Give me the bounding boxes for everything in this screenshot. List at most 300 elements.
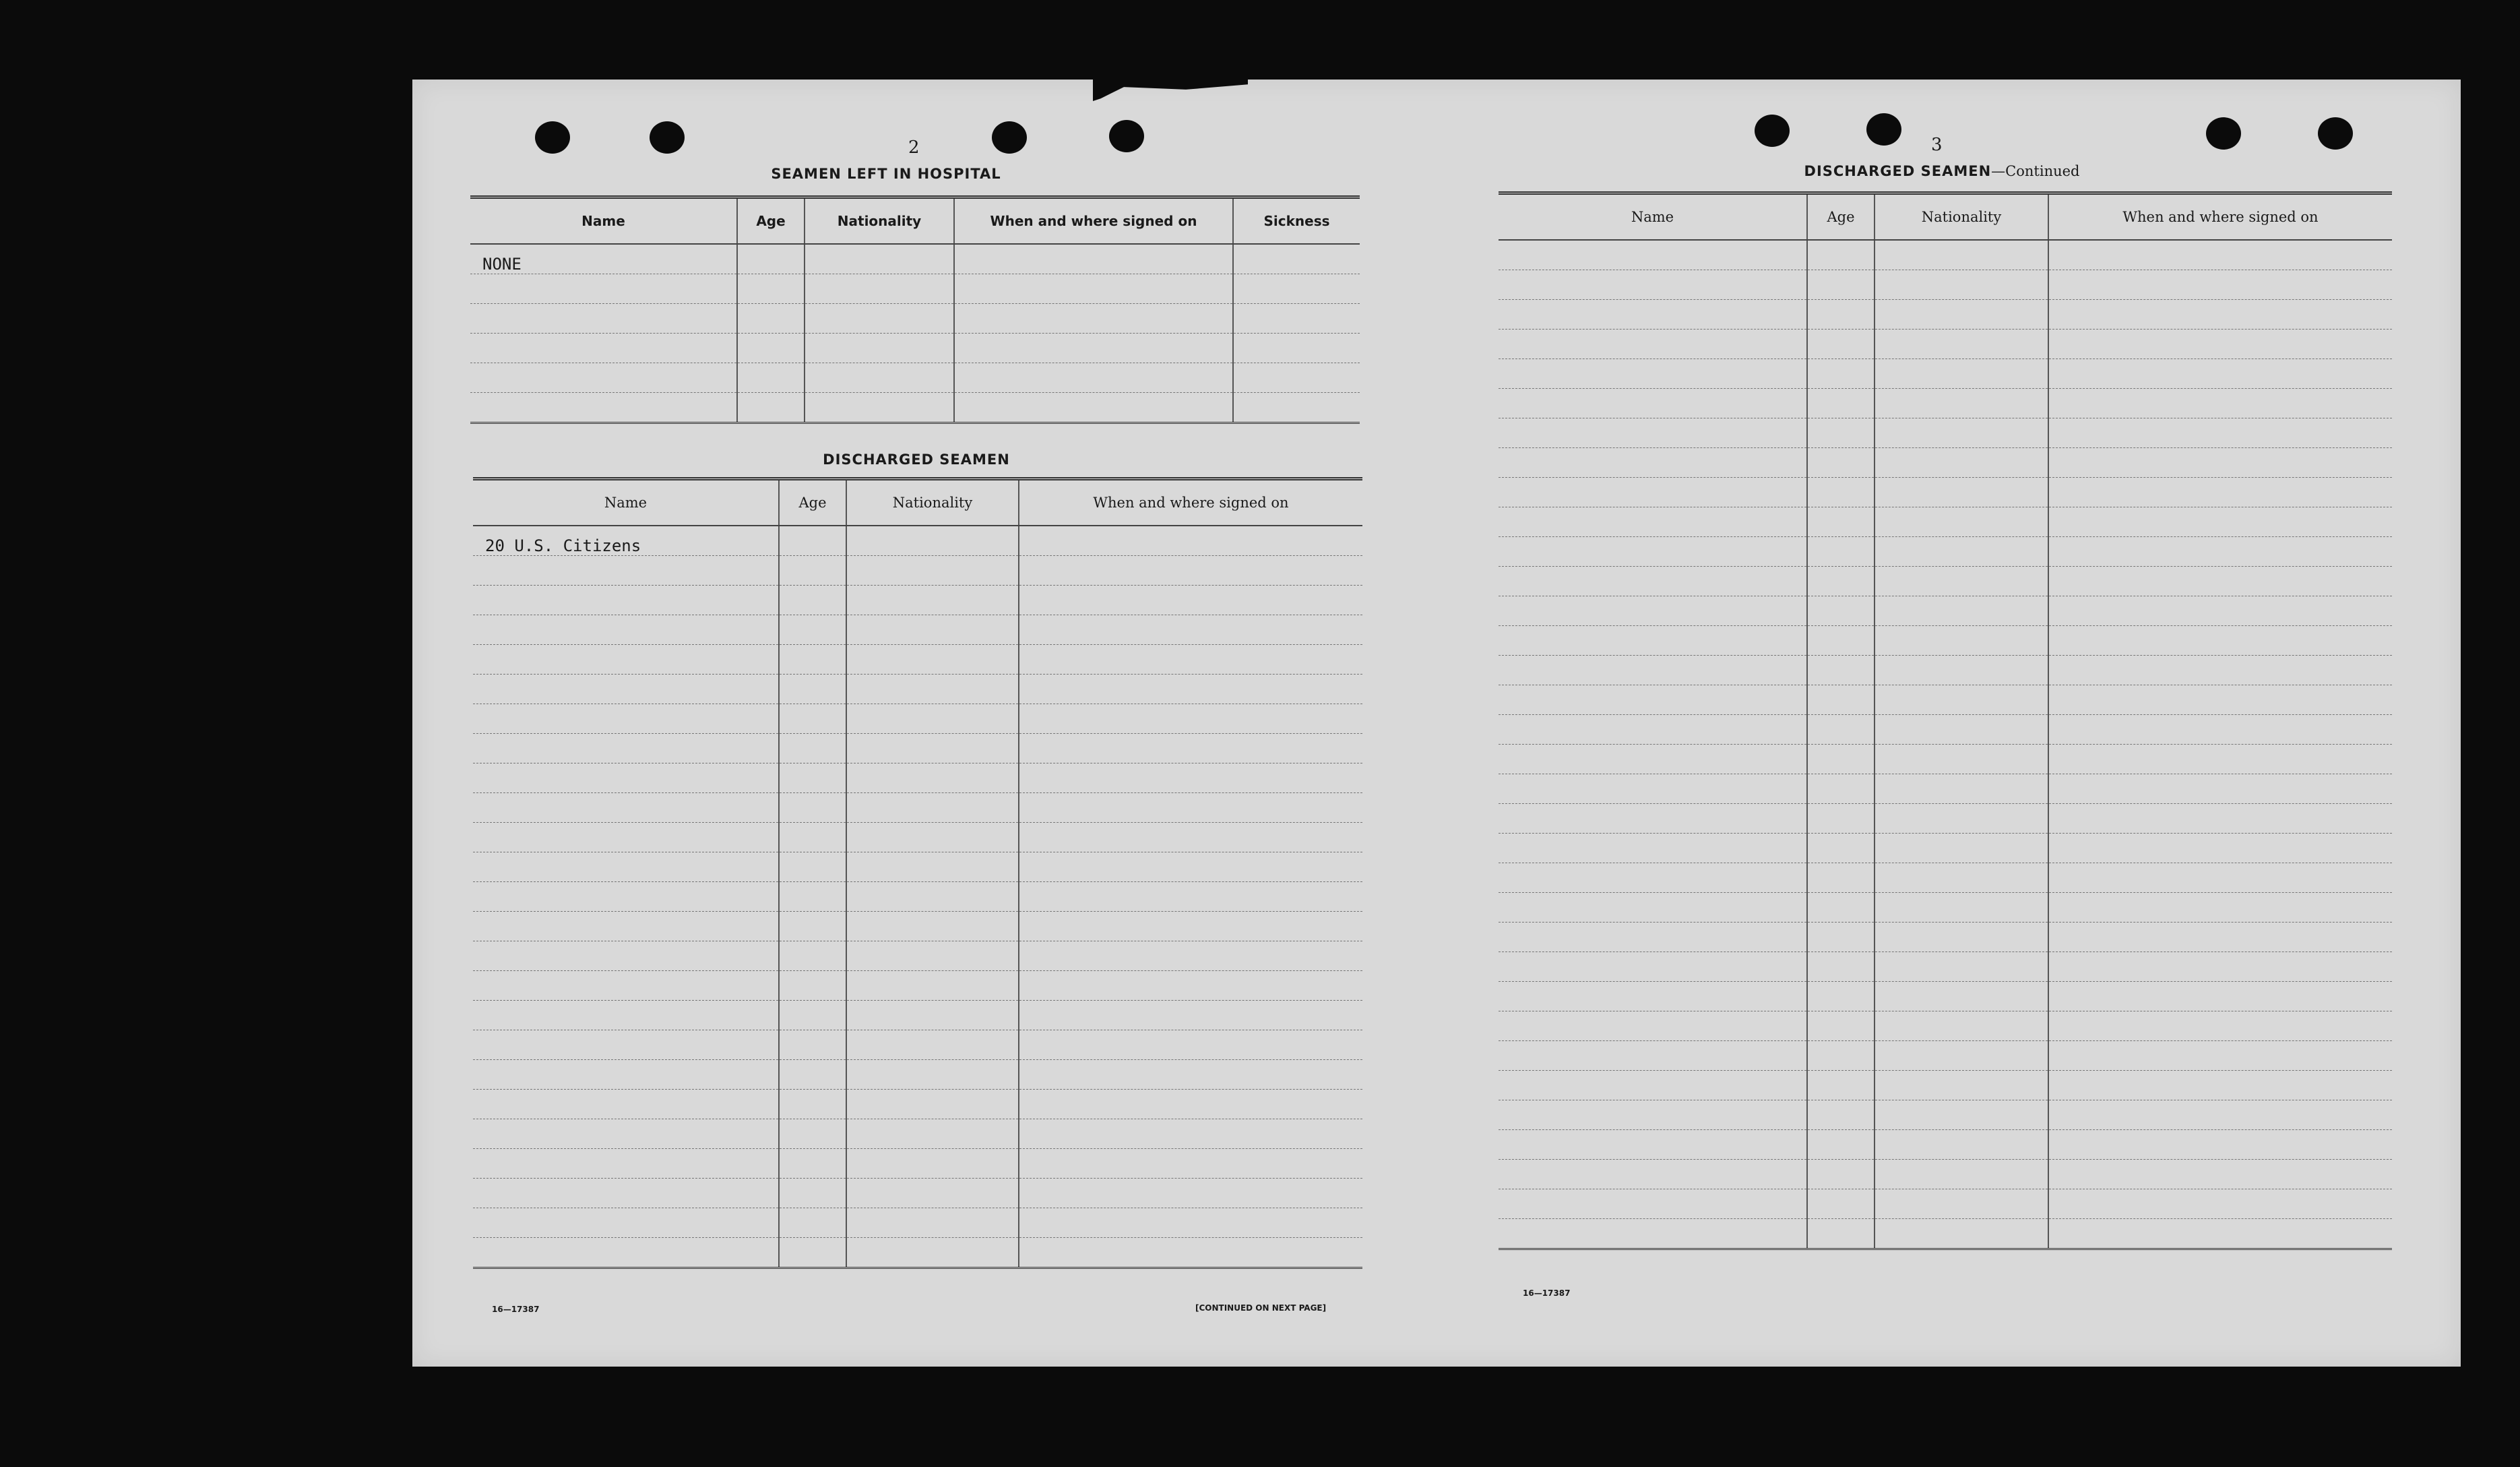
table-cell [1019,912,1362,941]
table-row [470,393,1360,423]
table-cell [1807,330,1875,359]
table-cell [1807,300,1875,330]
discharged-table [473,477,1362,1269]
table-cell [1807,596,1875,626]
table-cell [473,852,779,882]
table-cell [1875,774,2048,804]
table-cell [1019,556,1362,586]
table-cell [1875,300,2048,330]
table-cell [1807,923,1875,952]
table-cell [805,304,954,334]
punch-hole [1866,113,1901,146]
table-cell [1875,982,2048,1011]
table-cell [1875,804,2048,834]
column-header: Nationality [846,479,1019,526]
table-cell [1233,274,1360,304]
table-cell [2048,418,2392,448]
table-cell [1019,1119,1362,1149]
table-cell [1019,526,1362,556]
discharged-continued-title [1497,163,2387,179]
table-row [1499,300,2392,330]
table-cell [1807,1160,1875,1189]
table-cell [1807,240,1875,270]
table-cell [473,1119,779,1149]
table-cell [1807,1219,1875,1249]
table-row [470,244,1360,274]
table-cell [1875,626,2048,656]
table-cell [1807,1071,1875,1100]
table-cell [470,393,737,423]
table-cell [846,526,1019,556]
table-row [1499,745,2392,774]
table-cell [1875,330,2048,359]
table-cell [2048,952,2392,982]
table-row [1499,952,2392,982]
column-header: Nationality [805,197,954,245]
punch-hole [1109,120,1144,152]
table-cell [1807,715,1875,745]
table-cell [1499,1041,1807,1071]
table-cell [2048,626,2392,656]
table-cell [473,793,779,823]
table-cell [2048,1160,2392,1189]
table-row [473,556,1362,586]
table-cell [1875,240,2048,270]
table-cell [473,734,779,763]
table-cell [1233,304,1360,334]
table-cell [737,334,805,363]
table-row [1499,359,2392,389]
table-cell [1499,240,1807,270]
table-cell [2048,448,2392,478]
page-number-left: 2 [908,137,920,158]
table-row [1499,923,2392,952]
table-row [470,363,1360,393]
page-number-right: 3 [1931,135,1943,155]
table-row [1499,656,2392,685]
table-row [473,763,1362,793]
table-row [473,823,1362,852]
table-cell [846,971,1019,1001]
table-cell [779,912,846,941]
table-cell [1019,1179,1362,1208]
table-row [473,586,1362,615]
table-cell [1499,300,1807,330]
table-row [473,941,1362,971]
table-cell [1807,656,1875,685]
table-row [470,334,1360,363]
column-header: Name [473,479,779,526]
table-cell [1807,1011,1875,1041]
table-cell [846,912,1019,941]
table-cell [2048,270,2392,300]
table-row [473,526,1362,556]
table-cell [779,1060,846,1090]
table-cell [1499,1219,1807,1249]
table-row [1499,596,2392,626]
table-cell [473,704,779,734]
table-cell [1019,1208,1362,1238]
table-cell [1807,1130,1875,1160]
table-cell [473,556,779,586]
table-cell [1019,1060,1362,1090]
table-cell [779,1149,846,1179]
table-cell [1019,1090,1362,1119]
table-cell [1875,389,2048,418]
table-cell [779,971,846,1001]
table-cell [473,615,779,645]
table-cell [473,1030,779,1060]
table-cell [1807,982,1875,1011]
column-header: Age [737,197,805,245]
table-cell [1807,685,1875,715]
table-cell [1233,334,1360,363]
table-cell [954,393,1233,423]
punch-hole [535,121,570,154]
table-cell [2048,863,2392,893]
table-cell [1807,389,1875,418]
table-cell [2048,774,2392,804]
table-cell [1019,793,1362,823]
table-cell: NONE [470,244,737,274]
table-cell [1499,330,1807,359]
table-row [1499,1041,2392,1071]
table-cell [2048,330,2392,359]
table-cell [1875,567,2048,596]
table-row [1499,774,2392,804]
table-cell [1807,448,1875,478]
table-cell [1499,893,1807,923]
table-cell [779,793,846,823]
table-cell [470,304,737,334]
table-cell [954,274,1233,304]
table-cell [846,1179,1019,1208]
table-row [1499,893,2392,923]
table-cell [473,763,779,793]
table-cell [1875,1071,2048,1100]
punch-hole [650,121,685,154]
table-cell [1019,615,1362,645]
table-cell [2048,685,2392,715]
table-cell [1875,923,2048,952]
table-cell [1807,952,1875,982]
column-header: Name [470,197,737,245]
table-cell [2048,1219,2392,1249]
table-row [473,1060,1362,1090]
table-cell [1807,537,1875,567]
table-row [473,971,1362,1001]
table-cell [473,1179,779,1208]
table-row [473,1149,1362,1179]
table-cell [1875,685,2048,715]
table-row [473,1001,1362,1030]
table-cell [1807,1100,1875,1130]
column-header: Sickness [1233,197,1360,245]
punch-hole [2318,117,2353,150]
table-row [1499,834,2392,863]
table-cell [846,1001,1019,1030]
table-cell [1807,863,1875,893]
table-cell [1499,359,1807,389]
table-cell [1499,626,1807,656]
table-cell [473,971,779,1001]
table-cell [470,334,737,363]
column-header: When and where signed on [954,197,1233,245]
table-cell [1875,656,2048,685]
table-cell [2048,567,2392,596]
table-row [1499,863,2392,893]
table-cell [2048,300,2392,330]
table-cell [1499,685,1807,715]
table-cell [470,363,737,393]
table-cell [1807,359,1875,389]
table-cell [473,912,779,941]
table-row [473,704,1362,734]
table-cell [1875,418,2048,448]
table-cell [1499,863,1807,893]
table-row [1499,567,2392,596]
table-cell [779,734,846,763]
table-cell [1807,774,1875,804]
table-cell [846,882,1019,912]
table-cell [1019,1149,1362,1179]
table-cell [805,334,954,363]
table-cell [1499,656,1807,685]
table-cell [1807,1041,1875,1071]
table-cell [1875,1219,2048,1249]
table-cell [1499,804,1807,834]
table-cell [737,393,805,423]
column-header: Nationality [1875,193,2048,241]
table-cell [1875,1011,2048,1041]
table-cell [2048,834,2392,863]
table-row [1499,1219,2392,1249]
table-cell [779,704,846,734]
table-row [1499,1100,2392,1130]
table-cell [1019,734,1362,763]
table-cell [1019,704,1362,734]
table-cell [1233,393,1360,423]
table-cell [2048,359,2392,389]
form-number-right: 16—17387 [1523,1288,1571,1298]
table-cell [2048,240,2392,270]
table-cell [779,882,846,912]
table-cell [954,244,1233,274]
table-cell [846,823,1019,852]
hospital-section-title: SEAMEN LEFT IN HOSPITAL [771,166,1001,182]
table-cell [779,823,846,852]
table-cell [1019,852,1362,882]
table-row [1499,1130,2392,1160]
table-cell [473,1090,779,1119]
table-cell [779,675,846,704]
column-header: Name [1499,193,1807,241]
table-cell [846,645,1019,675]
table-cell [473,586,779,615]
table-row [473,912,1362,941]
table-cell [1499,1189,1807,1219]
table-cell [1499,923,1807,952]
table-cell [737,363,805,393]
table-cell [779,763,846,793]
table-cell [473,941,779,971]
table-cell [779,615,846,645]
table-cell [1875,537,2048,567]
table-cell [846,1238,1019,1268]
table-cell [1499,507,1807,537]
table-cell [2048,1100,2392,1130]
table-row [1499,1160,2392,1189]
table-cell [473,1149,779,1179]
table-row [1499,478,2392,507]
table-cell [1875,507,2048,537]
table-cell [846,793,1019,823]
table-cell [2048,478,2392,507]
table-cell [1807,418,1875,448]
table-cell [779,556,846,586]
column-header: When and where signed on [1019,479,1362,526]
table-cell [846,704,1019,734]
table-cell [1499,952,1807,982]
table-cell [954,334,1233,363]
table-cell [2048,1130,2392,1160]
table-cell [2048,745,2392,774]
table-cell [2048,596,2392,626]
table-cell [1019,675,1362,704]
table-cell [1499,1011,1807,1041]
table-cell [1499,1100,1807,1130]
table-cell [1875,1130,2048,1160]
table-cell [779,1238,846,1268]
table-cell [779,1208,846,1238]
table-cell [846,1149,1019,1179]
table-cell [473,675,779,704]
table-cell [2048,893,2392,923]
discharged-continued-title-suffix: —Continued [1991,163,2080,179]
table-cell [1499,715,1807,745]
table-cell [846,675,1019,704]
table-row [473,793,1362,823]
table-cell [1875,1100,2048,1130]
discharged-section-title: DISCHARGED SEAMEN [823,451,1010,468]
table-row [473,675,1362,704]
table-cell [737,304,805,334]
table-cell [1875,1189,2048,1219]
table-cell [473,1060,779,1090]
table-cell [473,823,779,852]
table-cell [846,941,1019,971]
table-cell [846,1119,1019,1149]
table-cell [779,1030,846,1060]
table-cell [1499,418,1807,448]
table-cell [846,734,1019,763]
table-row [1499,240,2392,270]
table-cell [1807,804,1875,834]
table-row [1499,685,2392,715]
table-row [473,734,1362,763]
table-cell [846,1208,1019,1238]
torn-edge [1093,75,1248,101]
punch-hole [1755,115,1790,147]
table-cell [1499,567,1807,596]
table-cell [1807,507,1875,537]
table-row [1499,507,2392,537]
table-row [473,645,1362,675]
table-cell [954,304,1233,334]
table-cell [846,615,1019,645]
table-cell [1807,567,1875,596]
table-cell [1499,596,1807,626]
table-cell [2048,982,2392,1011]
punch-hole [2206,117,2241,150]
table-cell [1875,359,2048,389]
table-row [473,1179,1362,1208]
table-row [1499,626,2392,656]
table-cell [2048,1189,2392,1219]
table-cell [2048,804,2392,834]
table-cell [1499,537,1807,567]
table-cell [1019,882,1362,912]
table-cell [779,1119,846,1149]
table-cell [2048,656,2392,685]
discharged-continued-table [1499,191,2392,1250]
table-cell [1019,941,1362,971]
table-cell [2048,537,2392,567]
table-cell [1875,478,2048,507]
table-cell [779,586,846,615]
table-cell [2048,715,2392,745]
table-cell [1875,448,2048,478]
table-cell [779,852,846,882]
continued-note: [CONTINUED ON NEXT PAGE] [1195,1303,1327,1313]
table-cell [1019,1238,1362,1268]
table-cell [1499,389,1807,418]
table-cell [2048,923,2392,952]
table-cell [779,645,846,675]
table-cell [1499,1071,1807,1100]
table-row [1499,715,2392,745]
table-cell [805,244,954,274]
table-cell [2048,1011,2392,1041]
table-cell [2048,1041,2392,1071]
table-cell [1875,834,2048,863]
table-cell [1499,1160,1807,1189]
table-cell [779,1179,846,1208]
table-cell [470,274,737,304]
table-cell [1807,893,1875,923]
table-row [473,1238,1362,1268]
table-cell [1233,363,1360,393]
table-row [1499,448,2392,478]
table-cell [1807,478,1875,507]
table-cell [1807,745,1875,774]
table-cell [805,363,954,393]
table-cell [1019,1030,1362,1060]
table-cell [1875,893,2048,923]
table-row [1499,804,2392,834]
table-cell [1499,834,1807,863]
table-cell [1875,270,2048,300]
table-cell [473,1238,779,1268]
table-cell [1499,1130,1807,1160]
punch-hole [992,121,1027,154]
table-row [1499,1189,2392,1219]
table-cell [779,526,846,556]
table-cell [2048,389,2392,418]
table-cell [1233,244,1360,274]
table-cell [846,852,1019,882]
table-cell [1875,715,2048,745]
